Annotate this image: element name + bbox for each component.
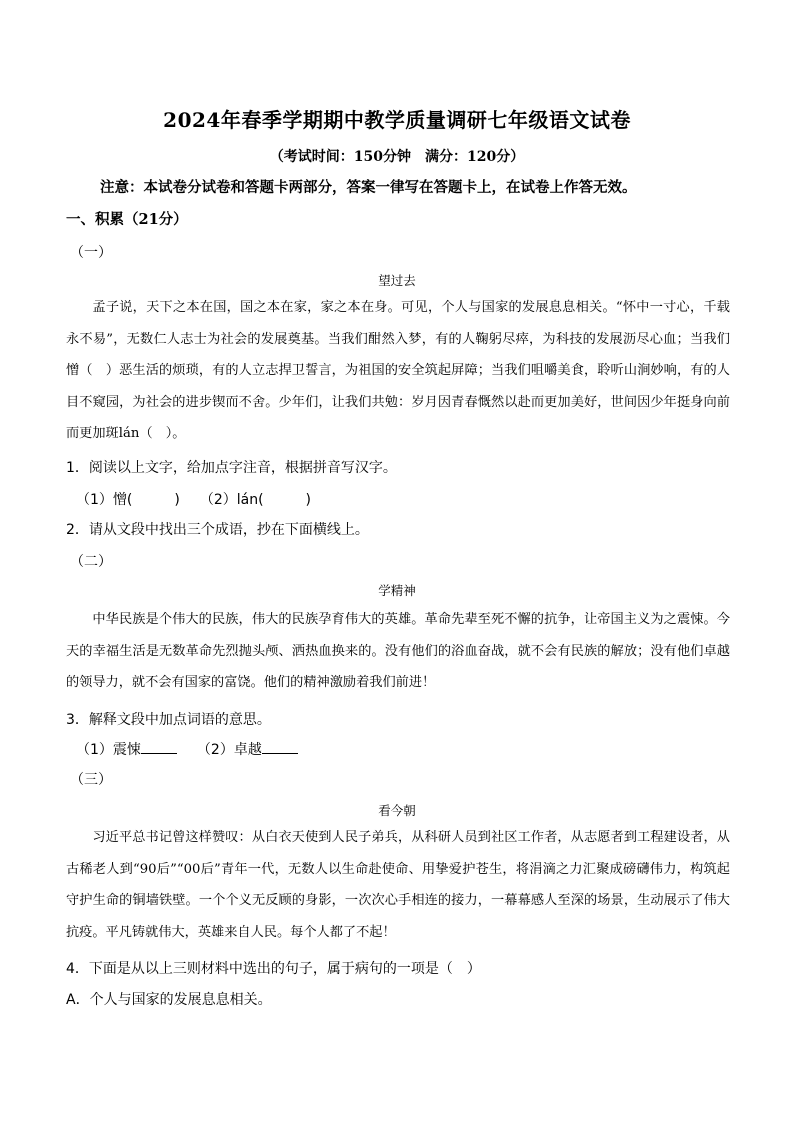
q1-option-1: （1）憎( ) (76, 492, 180, 508)
exam-notice: 注意：本试卷分试卷和答题卡两部分，答案一律写在答题卡上，在试卷上作答无效。 (100, 179, 637, 196)
part3-label: （三） (70, 772, 112, 788)
part1-label: （一） (70, 245, 112, 261)
question-3-options (76, 739, 298, 759)
exam-title: 2024年春季学期期中教学质量调研七年级语文试卷 (163, 108, 631, 132)
question-1: 1．阅读以上文字，给加点字注音，根据拼音写汉字。 (66, 460, 397, 476)
question-3: 3．解释文段中加点词语的意思。 (66, 712, 271, 728)
q3-option-1: （1）震悚 (76, 742, 141, 758)
q3-option-2: （2）卓越 (196, 742, 262, 758)
q1-option-2: （2）lán( ) (199, 492, 312, 508)
question-1-options (76, 489, 311, 509)
part1-title: 望过去 (378, 273, 416, 288)
section-heading: 一、积累（21分） (66, 211, 188, 228)
q3-blank-1 (141, 739, 177, 754)
exam-subtitle: （考试时间：150分钟 满分：120分） (269, 149, 525, 165)
part3-passage: 习近平总书记曾这样赞叹：从白衣天使到人民子弟兵，从科研人员到社区工作者，从志愿者到工程建设者，从古稀老人到“90后”“00后”青年一代，无数人以生命赴使命、用挚爱护苍生，将涓滴之力汇聚成磅礴伟力，构筑起守护生命的铜墙铁壁。一个个义无反顾的身影，一次次心手相连的接力，一幕幕感人至深的场景，生动展示了伟大抗疫。平凡铸就伟大，英雄来自人民。每个人都了不起！ (66, 830, 730, 940)
part3-title: 看今朝 (378, 803, 416, 818)
part2-passage: 中华民族是个伟大的民族，伟大的民族孕育伟大的英雄。革命先辈至死不懈的抗争，让帝国主义为之震悚。今天的幸福生活是无数革命先烈抛头颅、洒热血换来的。没有他们的浴血奋战，就不会有民族的解放；没有他们卓越的领导力，就不会有国家的富饶。他们的精神激励着我们前进！ (66, 612, 730, 690)
question-4: 4．下面是从以上三则材料中选出的句子，属于病句的一项是（ ） (66, 961, 481, 977)
question-2: 2．请从文段中找出三个成语，抄在下面横线上。 (66, 522, 369, 538)
part1-passage: 孟子说，天下之本在国，国之本在家，家之本在身。可见，个人与国家的发展息息相关。“怀中一寸心，千载永不易”，无数仁人志士为社会的发展奠基。当我们酣然入梦，有的人鞠躬尽瘁，为科技的发展沥尽心血；当我们憎（ ）恶生活的烦琐，有的人立志捍卫誓言，为祖国的安全筑起屏障；当我们咀嚼美食，聆听山涧妙响，有的人目不窥园，为社会的进步锲而不舍。少年们，让我们共勉：岁月因青春慨然以赴而更加美好，世间因少年挺身向前而更加斑lán（ ）。 (66, 300, 730, 441)
q3-blank-2 (262, 739, 298, 754)
question-4-option-a: A．个人与国家的发展息息相关。 (66, 992, 272, 1008)
part2-title: 学精神 (378, 583, 416, 598)
part2-label: （二） (70, 554, 112, 570)
